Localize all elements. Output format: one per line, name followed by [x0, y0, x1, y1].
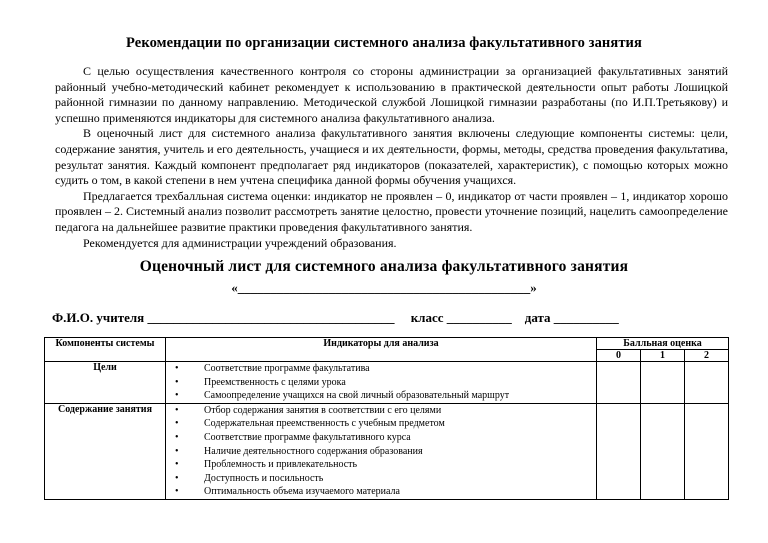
bullet-icon: • [175, 431, 179, 443]
indicator-item [168, 445, 594, 459]
table-body [45, 362, 729, 500]
indicator-item [168, 376, 594, 390]
header-components: Компоненты системы [45, 338, 166, 362]
indicator-item [168, 362, 594, 376]
component-cell: Содержание занятия [45, 403, 166, 499]
indicator-list [168, 362, 594, 403]
indicator-text: Самоопределение учащихся на свой личный образовательный маршрут [204, 390, 510, 402]
indicators-cell [166, 403, 597, 499]
table-row [45, 362, 729, 404]
indicator-item [168, 404, 594, 418]
bullet-icon: • [175, 390, 179, 402]
indicator-text: Проблемность и привлекательность [204, 459, 358, 471]
paragraph-1: С целью осуществления качественного контроля со стороны администрации за организацией факультативных занятий районный учебно-методический кабинет рекомендует к использованию в практической деятельности опыт работы Лошицкой районной гимназии по данному направлению. Методической службой Лошицкой гимназии разработаны (по И.П.Третьякову) и успешно применяются индикаторы для системного анализа факультативного анализа. [55, 64, 728, 125]
score-cell-1[interactable] [641, 362, 685, 404]
bullet-icon: • [175, 376, 179, 388]
table-header-row [45, 338, 729, 350]
document-title: Рекомендации по организации системного анализа факультативного занятия [126, 35, 642, 51]
teacher-info-line: Ф.И.О. учителя ______________________________________ класс __________ дата __________ [52, 310, 619, 325]
indicator-item [168, 458, 594, 472]
sheet-title: Оценочный лист для системного анализа факультативного занятия [139, 258, 629, 275]
header-score-1: 1 [641, 350, 685, 362]
indicator-list [168, 404, 594, 499]
indicator-item [168, 472, 594, 486]
intro-text [55, 64, 728, 251]
indicator-text: Оптимальность объема изучаемого материала [204, 486, 400, 498]
header-score-0: 0 [597, 350, 641, 362]
score-cell-0[interactable] [597, 362, 641, 404]
paragraph-4: Рекомендуется для администрации учреждений образования. [83, 235, 397, 250]
header-indicators: Индикаторы для анализа [166, 338, 597, 362]
evaluation-table [44, 337, 729, 500]
indicator-text: Отбор содержания занятия в соответствии с его целями [204, 404, 442, 416]
indicator-item [168, 485, 594, 499]
indicator-text: Наличие деятельностного содержания образования [204, 445, 423, 457]
score-cell-2[interactable] [685, 403, 729, 499]
bullet-icon: • [175, 472, 179, 484]
indicator-text: Содержательная преемственность с учебным предметом [204, 418, 445, 430]
bullet-icon: • [175, 404, 179, 416]
component-cell: Цели [45, 362, 166, 404]
indicator-text: Соответствие программе факультативного курса [204, 431, 411, 443]
indicator-text: Соответствие программе факультатива [204, 363, 370, 374]
sheet-subtitle: «_____________________________________________» [231, 280, 537, 295]
bullet-icon: • [175, 486, 179, 498]
table-row [45, 403, 729, 499]
indicator-text: Доступность и посильность [204, 472, 324, 484]
score-cell-1[interactable] [641, 403, 685, 499]
score-cell-0[interactable] [597, 403, 641, 499]
bullet-icon: • [175, 445, 179, 457]
score-cell-2[interactable] [685, 362, 729, 404]
paragraph-2: В оценочный лист для системного анализа факультативного занятия включены следующие компоненты системы: цели, содержание занятия, учитель и его деятельность, учащиеся и их деятельности, формы, методы, средства проведения факультатива, результат занятия. Каждый компонент предполагает ряд индикаторов (показателей, характеристик), с помощью которых можно судить о том, в какой степени в нем учтена специфика данной формы обучения учащихся. [55, 126, 728, 188]
header-score: Балльная оценка [597, 338, 729, 350]
indicator-item [168, 389, 594, 403]
indicator-item [168, 431, 594, 445]
header-score-2: 2 [685, 350, 729, 362]
paragraph-3: Предлагается трехбалльная система оценки: индикатор не проявлен – 0, индикатор от части проявлен – 1, индикатор хорошо проявлен – 2. Системный анализ позволит рассмотреть занятие целостно, провести уточнение позиций, нацелить самоопределение педагога на дальнейшее развитие практики проведения факультативного занятия. [55, 188, 728, 234]
bullet-icon: • [175, 363, 179, 374]
indicator-item [168, 417, 594, 431]
indicator-text: Преемственность с целями урока [204, 376, 346, 388]
indicators-cell [166, 362, 597, 404]
bullet-icon: • [175, 418, 179, 430]
bullet-icon: • [175, 459, 179, 471]
